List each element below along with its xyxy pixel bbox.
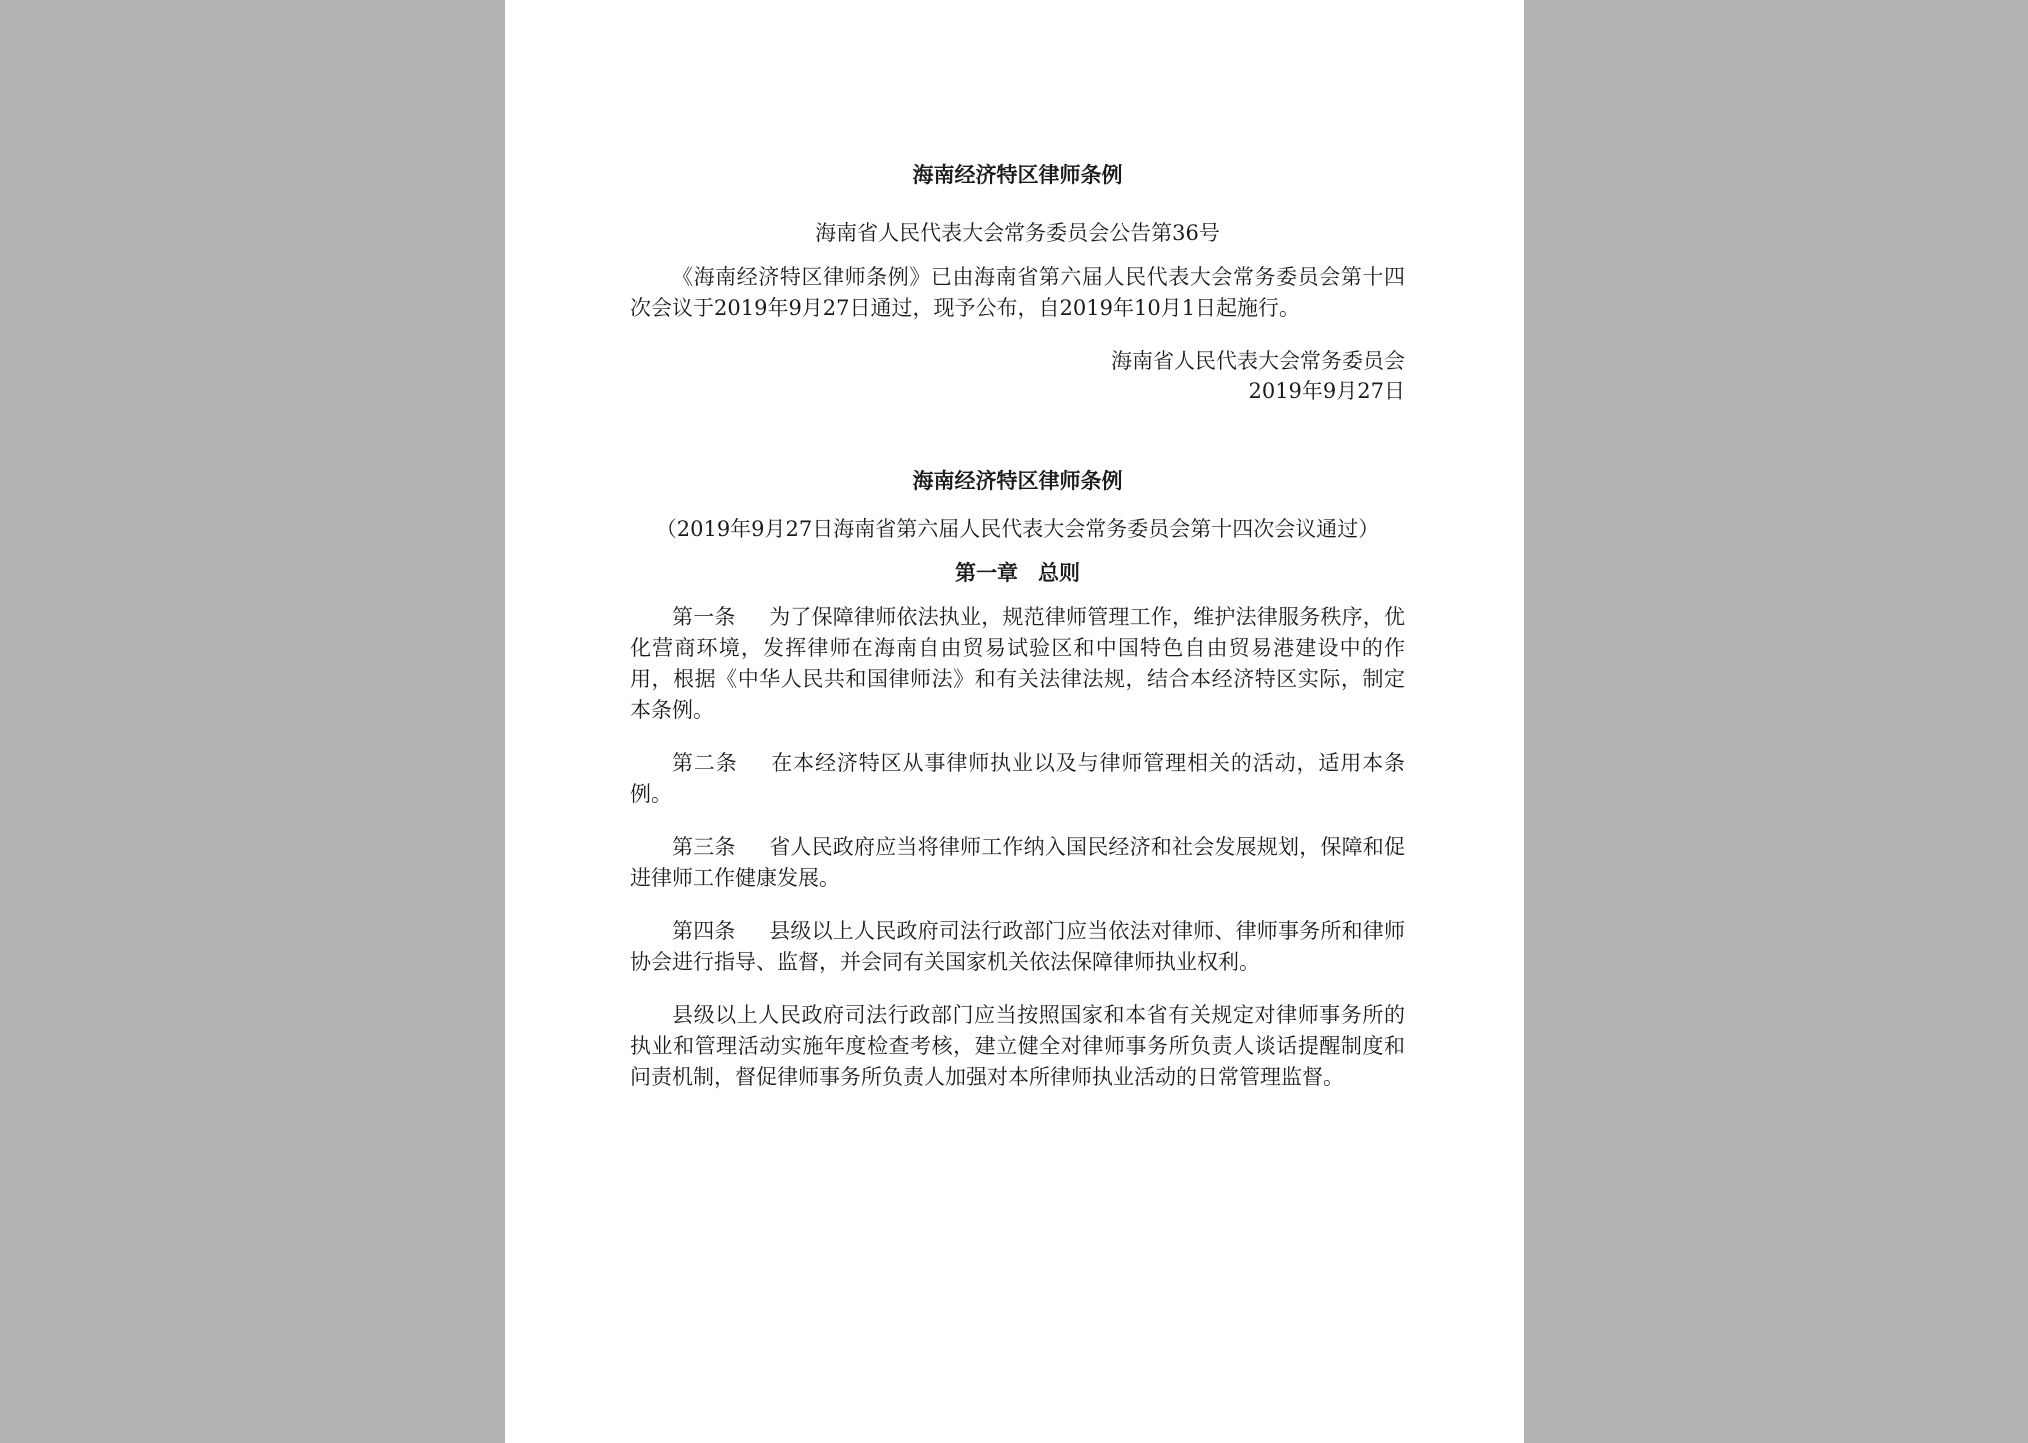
article-text: 在本经济特区从事律师执业以及与律师管理相关的活动，适用本条例。 xyxy=(630,751,1406,806)
page-content xyxy=(630,160,1405,1093)
announcement-title: 海南经济特区律师条例 xyxy=(912,162,1123,187)
chapter-heading: 第一章 总则 xyxy=(955,560,1080,585)
article-text: 省人民政府应当将律师工作纳入国民经济和社会发展规划，保障和促进律师工作健康发展。 xyxy=(630,835,1406,890)
article-number: 第二条 xyxy=(672,751,738,775)
document-page xyxy=(505,0,1524,1443)
article-number: 第一条 xyxy=(672,605,736,629)
regulation-title: 海南经济特区律师条例 xyxy=(912,468,1123,493)
article-text: 县级以上人民政府司法行政部门应当依法对律师、律师事务所和律师协会进行指导、监督，并会同有关国家机关依法保障律师执业权利。 xyxy=(630,919,1406,974)
article-text: 为了保障律师依法执业，规范律师管理工作，维护法律服务秩序，优化营商环境，发挥律师在海南自由贸易试验区和中国特色自由贸易港建设中的作用，根据《中华人民共和国律师法》和有关法律法规，结合本经济特区实际，制定本条例。 xyxy=(630,605,1406,722)
adoption-note: （2019年9月27日海南省第六届人民代表大会常务委员会第十四次会议通过） xyxy=(655,517,1380,541)
article-number: 第三条 xyxy=(672,835,736,859)
signature-org: 海南省人民代表大会常务委员会 xyxy=(1111,349,1405,373)
article-number: 第四条 xyxy=(672,919,736,943)
article-4 xyxy=(630,916,1405,978)
notice-number: 海南省人民代表大会常务委员会公告第36号 xyxy=(815,221,1220,245)
article-3 xyxy=(630,832,1405,894)
announcement-body: 《海南经济特区律师条例》已由海南省第六届人民代表大会常务委员会第十四次会议于2019年9月27日通过，现予公布，自2019年10月1日起施行。 xyxy=(630,265,1405,320)
article-1 xyxy=(630,602,1405,726)
article-4-paragraph-2: 县级以上人民政府司法行政部门应当按照国家和本省有关规定对律师事务所的执业和管理活动实施年度检查考核，建立健全对律师事务所负责人谈话提醒制度和问责机制，督促律师事务所负责人加强对本所律师执业活动的日常管理监督。 xyxy=(630,1003,1405,1089)
article-2 xyxy=(630,748,1405,810)
signature-date: 2019年9月27日 xyxy=(1248,379,1405,403)
